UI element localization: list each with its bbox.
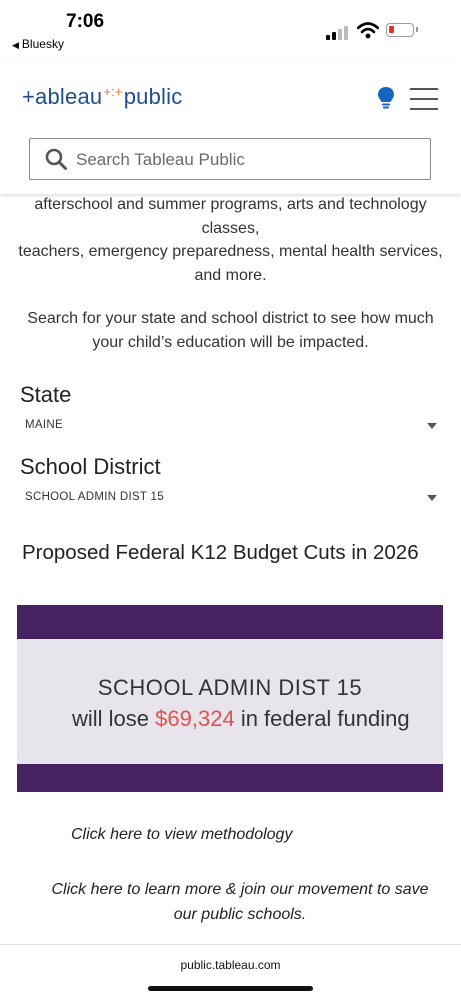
battery-icon: [386, 23, 414, 37]
search-input[interactable]: [74, 145, 418, 175]
search-box[interactable]: [29, 138, 431, 180]
status-bar: [0, 0, 461, 58]
banner-district-name: SCHOOL ADMIN DIST 15: [97, 675, 363, 700]
methodology-link[interactable]: Click here to view methodology: [71, 826, 293, 843]
loss-amount: $69,324: [155, 706, 235, 731]
state-filter-label: State: [20, 382, 72, 407]
banner-top-band: [17, 605, 443, 639]
search-hint-text: Search for your state and school district to see how much your child’s education will be impacted.: [27, 310, 434, 351]
home-indicator[interactable]: [148, 986, 313, 991]
search-icon: [45, 148, 67, 170]
viz-title: Proposed Federal K12 Budget Cuts in 2026: [22, 541, 419, 564]
state-dropdown[interactable]: [25, 419, 437, 437]
back-arrow-icon: ◀: [12, 40, 19, 50]
cellular-signal-icon: [326, 26, 350, 40]
browser-url-bar: [0, 944, 461, 1001]
intro-line-1: afterschool and summer programs, arts and technology classes,: [34, 196, 427, 237]
site-header: [0, 58, 461, 194]
funding-loss-text: [72, 706, 410, 732]
url-text[interactable]: public.tableau.com: [180, 958, 281, 972]
tableau-public-logo[interactable]: [22, 84, 182, 110]
logo-plus-mark: +:+: [103, 84, 123, 99]
lose-prefix: will lose: [72, 706, 150, 731]
hamburger-menu-icon[interactable]: [410, 88, 438, 110]
logo-text-tableau: +ableau: [22, 84, 103, 109]
funding-loss-banner: [17, 605, 443, 792]
back-app-label: Bluesky: [21, 37, 64, 51]
intro-text: [12, 193, 449, 287]
dropdown-arrow-icon: [427, 423, 437, 429]
lightbulb-icon[interactable]: [377, 86, 395, 110]
learn-more-link[interactable]: Click here to learn more & join our movement to save our public schools.: [51, 881, 429, 923]
dropdown-arrow-icon: [427, 495, 437, 501]
district-dropdown-value: SCHOOL ADMIN DIST 15: [25, 491, 164, 503]
back-to-app-link[interactable]: [12, 37, 64, 51]
intro-line-2: teachers, emergency preparedness, mental health services, and more.: [18, 243, 443, 284]
clock: 7:06: [66, 11, 105, 32]
banner-bottom-band: [17, 764, 443, 792]
district-filter-label: School District: [20, 454, 161, 479]
state-dropdown-value: MAINE: [25, 419, 63, 431]
lose-suffix: in federal funding: [240, 706, 410, 731]
district-dropdown[interactable]: [25, 491, 437, 509]
logo-text-public: public: [123, 84, 183, 109]
wifi-icon: [357, 22, 379, 39]
